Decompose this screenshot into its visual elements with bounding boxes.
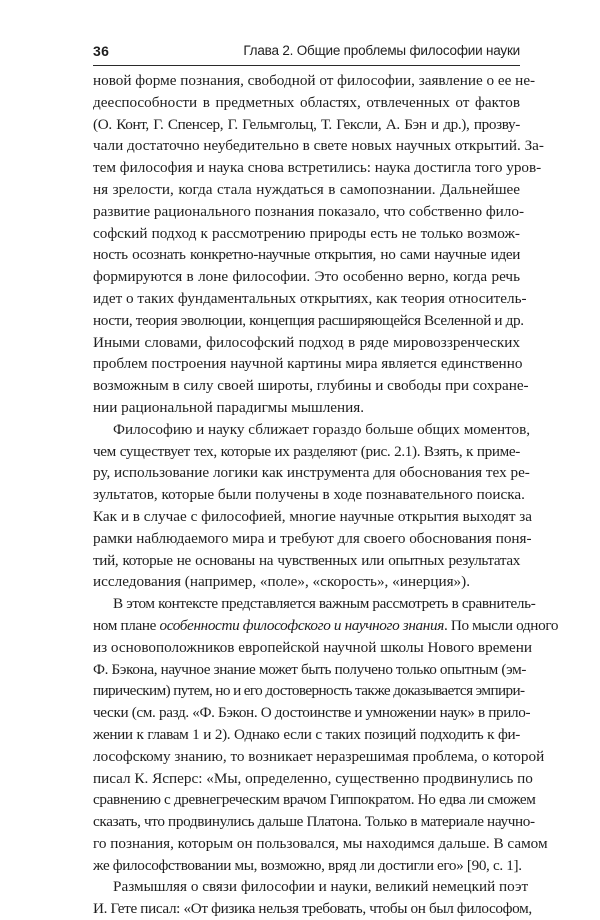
text-line: писал К. Ясперс: «Мы, определенно, существенно продвинулись по — [93, 769, 533, 787]
body-text — [93, 70, 559, 920]
text-line-with-emphasis — [93, 615, 559, 637]
text-line: чем существует тех, которые их разделяют (рис. 2.1). Взять, к приме- — [93, 442, 520, 460]
text-line: лософскому знанию, то возникает неразрешимая проблема, о которой — [93, 747, 545, 765]
text-line: формируются в лоне философии. Это особенно верно, когда речь — [93, 268, 520, 286]
text-fragment: . По мысли одного — [443, 616, 559, 634]
text-line: из основоположников европейской научной школы Нового времени — [93, 638, 533, 656]
header-rule — [93, 65, 520, 66]
text-line: же философствовании мы, возможно, вряд ли достигли его» [90, с. 1]. — [93, 856, 522, 874]
text-line: ности, теория эволюции, концепция расширяющейся Вселенной и др. — [93, 311, 524, 329]
text-line: дееспособности в предметных областях, отвлеченных от фактов — [93, 93, 520, 111]
text-line: Философию и науку сближает гораздо больше общих моментов, — [113, 420, 531, 438]
text-line: сказать, что продвинулись дальше Платона. Только в материале научно- — [93, 813, 535, 831]
page-header — [93, 43, 520, 61]
text-line: тий, которые не основаны на чувственных или опытных результатах — [93, 551, 520, 569]
text-line: сравнению с древнегреческим врачом Гиппократом. Но едва ли сможем — [93, 791, 536, 809]
text-line: чески (см. разд. «Ф. Бэкон. О достоинстве и умножении наук» в прило- — [93, 704, 531, 722]
text-line: ность осознать конкретно-научные открытия, но сами научные идеи — [93, 246, 520, 264]
text-line: И. Гете писал: «От физика нельзя требовать, чтобы он был философом, — [93, 900, 532, 918]
text-line: ру, использование логики как инструмента для обоснования тех ре- — [93, 464, 530, 482]
text-line: софский подход к рассмотрению природы есть не только возмож- — [93, 224, 520, 242]
text-line: исследования (например, «поле», «скорость», «инерция»). — [93, 573, 471, 591]
text-line: Ф. Бэкона, научное знание может быть получено только опытным (эм- — [93, 660, 527, 678]
text-line: идет о таких фундаментальных открытиях, как теория относитель- — [93, 289, 527, 307]
text-line: тем философия и наука снова встретились: наука достигла того уров- — [93, 159, 542, 177]
text-line: го познания, которым он пользовался, мы находимся дальше. В самом — [93, 834, 548, 852]
text-line: (О. Конт, Г. Спенсер, Г. Гельмгольц, Т. Гексли, А. Бэн и др.), прозву- — [93, 115, 520, 133]
text-line: Размышляя о связи философии и науки, великий немецкий поэт — [113, 878, 529, 896]
text-line: пирическим) путем, но и его достоверность также доказывается эмпири- — [93, 682, 525, 700]
text-line: новой форме познания, свободной от философии, заявление о ее не- — [93, 72, 536, 89]
text-line: В этом контексте представляется важным рассмотреть в сравнитель- — [113, 595, 536, 613]
text-line: жении к главам 1 и 2). Однако если с таких позиций подходить к фи- — [93, 725, 520, 743]
text-line: Иными словами, философский подход в ряде мировоззренческих — [93, 333, 520, 351]
text-line: развитие рационального познания показало, что собственно фило- — [93, 202, 525, 220]
text-line: нии рациональной парадигмы мышления. — [93, 398, 365, 416]
page-number: 36 — [93, 43, 110, 59]
emphasis-text: особенности философского и научного знания — [159, 616, 444, 634]
text-line: возможным в силу своей широты, глубины и свободы при сохране- — [93, 377, 529, 395]
text-line: проблем построения научной картины мира является единственно — [93, 355, 523, 373]
text-line: ня зрелости, когда стала нуждаться в самопознании. Дальнейшее — [93, 180, 520, 198]
running-title: Глава 2. Общие проблемы философии науки — [243, 43, 520, 58]
text-fragment: ном плане — [93, 616, 157, 634]
text-line: чали достаточно неубедительно в свете новых научных открытий. За- — [93, 137, 544, 155]
text-line: зультатов, которые были получены в ходе познавательного поиска. — [93, 486, 525, 504]
text-line: рамки наблюдаемого мира и требуют для своего обоснования поня- — [93, 529, 532, 547]
text-line: Как и в случае с философией, многие научные открытия выходят за — [93, 507, 533, 525]
